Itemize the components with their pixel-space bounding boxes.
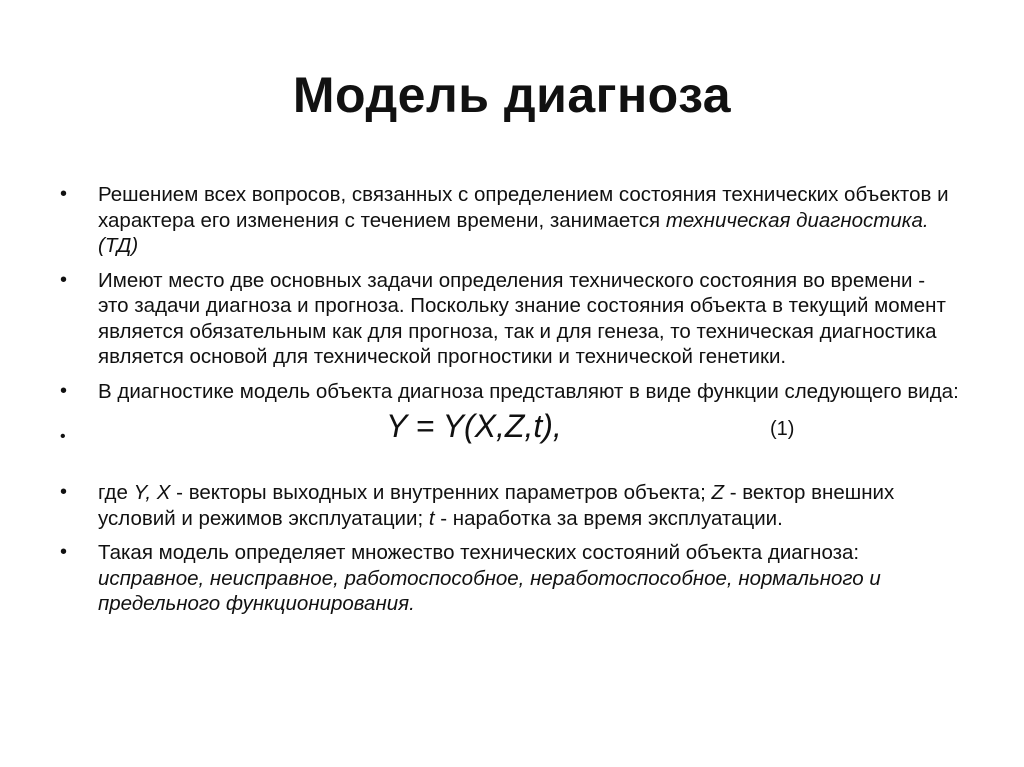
bullet-text-italic: Y, X	[133, 481, 171, 504]
bullet-dot-icon: •	[60, 541, 68, 563]
bullet-dot-icon: •	[60, 428, 66, 445]
bullet-text: - наработка за время эксплуатации.	[434, 506, 783, 530]
bullet-text: Такая модель определяет множество технических состояний объекта диагноза:	[98, 541, 860, 564]
bullet-text: где	[98, 481, 134, 504]
bullet-item	[60, 268, 960, 370]
bullet-text-italic: t	[428, 506, 435, 530]
bullet-text: - вектор внешних условий и режимов эксплуатации;	[98, 481, 895, 530]
bullet-text-italic: исправное, неисправное, работоспособное, неработоспособное, нормального и предельного функционирования.	[98, 566, 881, 615]
bullet-item	[60, 379, 960, 405]
bullet-item	[60, 540, 960, 617]
bullet-text: - векторы выходных и внутренних параметров объекта;	[170, 481, 712, 504]
slide-title: Модель диагноза	[292, 67, 732, 123]
formula: Y = Y(X,Z,t),	[386, 408, 562, 444]
bullet-item	[60, 480, 960, 531]
bullet-dot-icon: •	[60, 379, 68, 402]
bullet-item	[60, 182, 960, 259]
bullet-dot-icon: •	[60, 183, 68, 205]
bullet-text: Имеют место две основных задачи определения технического состояния во времени - это задачи диагноза и прогноза. Поскольку знание состояния объекта в текущий момент является обязательным как для прогноза, так и для генеза, то техническая диагностика является основой для технической прогностики и технической генетики.	[98, 268, 946, 368]
bullet-text: В диагностике модель объекта диагноза представляют в виде функции следующего вида:	[98, 379, 959, 403]
bullet-dot-icon: •	[60, 268, 68, 291]
bullet-list	[60, 182, 960, 617]
bullet-dot-icon: •	[60, 481, 68, 503]
formula-number: (1)	[770, 418, 795, 440]
bullet-text-italic: техническая диагностика.(ТД)	[98, 208, 929, 257]
bullet-text: Решением всех вопросов, связанных с определением состояния технических объектов и характера его изменения с течением времени, занимается	[98, 183, 949, 232]
bullet-text-italic: Z	[711, 481, 725, 504]
formula-item	[60, 408, 960, 458]
